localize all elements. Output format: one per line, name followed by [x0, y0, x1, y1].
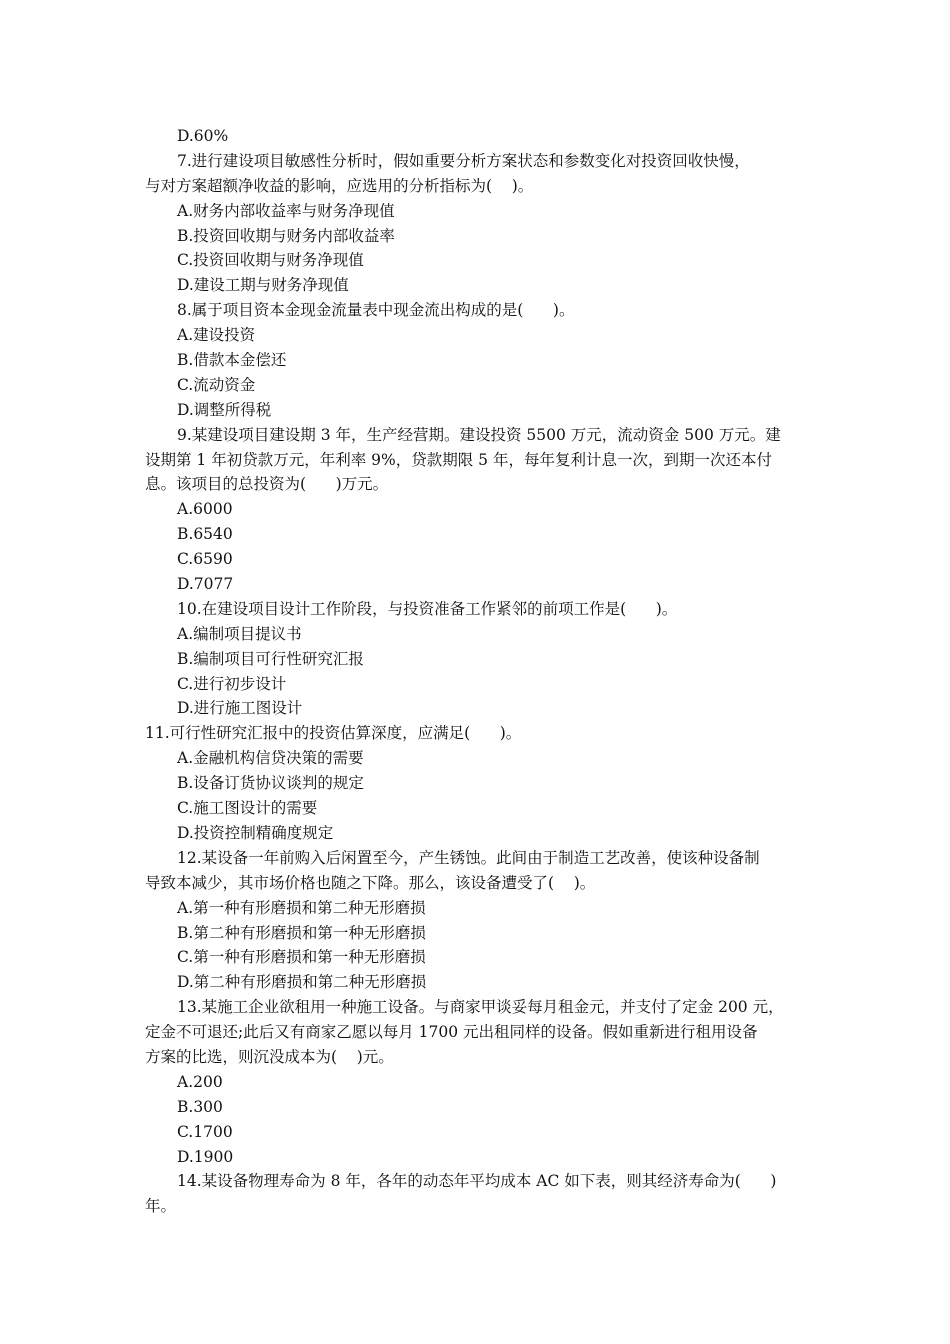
- text-line: B.借款本金偿还: [177, 351, 287, 370]
- text-line: A.200: [177, 1072, 223, 1091]
- text-line: 导致本减少，其市场价格也随之下降。那么，该设备遭受了( )。: [145, 873, 596, 892]
- text-line: C.进行初步设计: [177, 674, 287, 693]
- text-line: 12.某设备一年前购入后闲置至今，产生锈蚀。此间由于制造工艺改善，使该种设备制: [177, 848, 760, 867]
- text-line: C.施工图设计的需要: [177, 799, 318, 818]
- text-line: 方案的比选，则沉没成本为( )元。: [145, 1047, 394, 1066]
- text-line: D.进行施工图设计: [177, 699, 303, 718]
- text-line: 9.某建设项目建设期 3 年，生产经营期。建设投资 5500 万元，流动资金 500 万元。建: [177, 425, 781, 444]
- text-line: D.1900: [177, 1147, 234, 1166]
- text-line: 设期第 1 年初贷款万元，年利率 9%，贷款期限 5 年，每年复利计息一次，到期一次还本付: [145, 450, 772, 469]
- text-line: B.第二种有形磨损和第一种无形磨损: [177, 923, 426, 942]
- text-line: A.第一种有形磨损和第二种无形磨损: [177, 898, 426, 917]
- text-line: B.编制项目可行性研究汇报: [177, 649, 364, 668]
- text-line: 年。: [145, 1197, 177, 1216]
- text-line: B.300: [177, 1097, 223, 1116]
- text-line: A.金融机构信贷决策的需要: [177, 749, 364, 768]
- text-line: D.60%: [177, 127, 229, 145]
- text-line: 11.可行性研究汇报中的投资估算深度，应满足( )。: [145, 724, 522, 743]
- text-line: B.投资回收期与财务内部收益率: [177, 226, 395, 245]
- text-line: B.设备订货协议谈判的规定: [177, 774, 364, 793]
- text-line: 8.属于项目资本金现金流量表中现金流出构成的是( )。: [177, 301, 575, 320]
- text-line: D.投资控制精确度规定: [177, 823, 334, 842]
- text-line: C.6590: [177, 550, 233, 569]
- text-line: A.编制项目提议书: [177, 624, 302, 643]
- text-line: 定金不可退还;此后又有商家乙愿以每月 1700 元出租同样的设备。假如重新进行租用设备: [145, 1023, 758, 1042]
- text-line: A.财务内部收益率与财务净现值: [177, 201, 395, 220]
- text-line: D.7077: [177, 575, 234, 594]
- text-line: D.建设工期与财务净现值: [177, 276, 349, 295]
- text-line: C.流动资金: [177, 375, 256, 394]
- text-line: A.6000: [177, 500, 233, 519]
- text-line: D.第二种有形磨损和第二种无形磨损: [177, 973, 427, 992]
- text-line: 13.某施工企业欲租用一种施工设备。与商家甲谈妥每月租金元，并支付了定金 200 元，: [177, 998, 784, 1017]
- text-line: 14.某设备物理寿命为 8 年，各年的动态年平均成本 AC 如下表，则其经济寿命为( ): [177, 1172, 777, 1191]
- text-line: 息。该项目的总投资为( )万元。: [145, 475, 389, 494]
- text-line: C.投资回收期与财务净现值: [177, 251, 364, 270]
- text-line: 7.进行建设项目敏感性分析时，假如重要分析方案状态和参数变化对投资回收快慢，: [177, 151, 750, 170]
- document-body: [145, 124, 813, 1219]
- text-line: A.建设投资: [177, 326, 256, 345]
- text-line: 10.在建设项目设计工作阶段，与投资准备工作紧邻的前项工作是( )。: [177, 599, 678, 618]
- text-line: C.1700: [177, 1122, 233, 1141]
- text-line: B.6540: [177, 525, 233, 544]
- text-line: C.第一种有形磨损和第一种无形磨损: [177, 948, 426, 967]
- text-line: 与对方案超额净收益的影响，应选用的分析指标为( )。: [145, 176, 534, 195]
- text-line: D.调整所得税: [177, 400, 272, 419]
